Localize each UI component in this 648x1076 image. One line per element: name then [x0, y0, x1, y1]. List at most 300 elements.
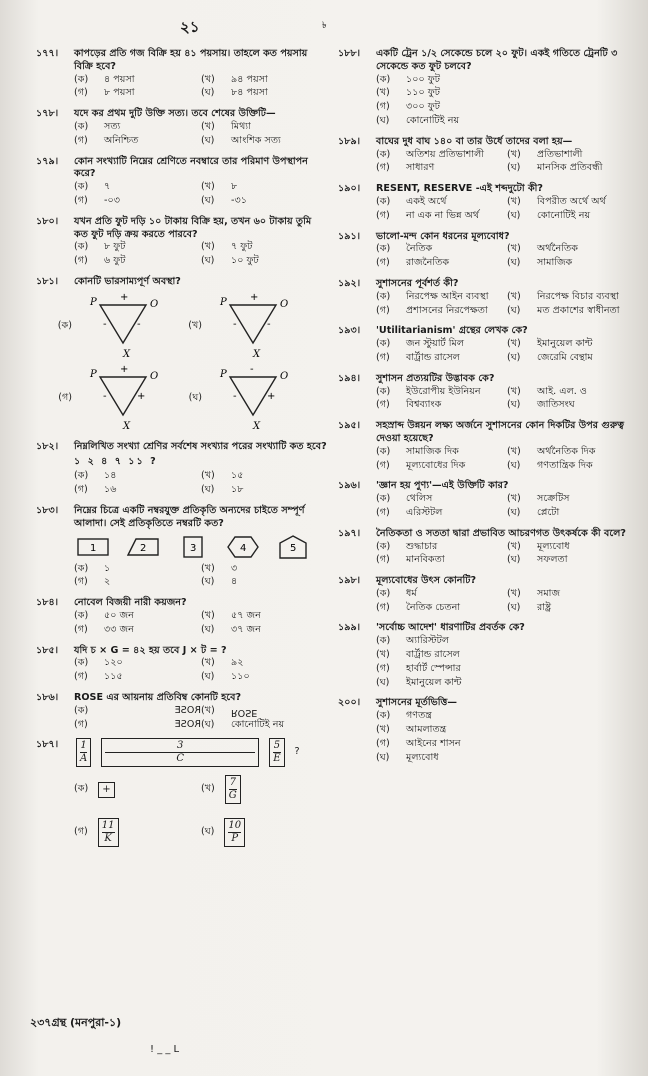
answer-option	[376, 257, 507, 270]
option-label: (ক)	[74, 120, 89, 132]
answer-option	[507, 588, 638, 601]
answer-option	[376, 162, 507, 175]
question-number: ১৭৯।	[36, 155, 59, 167]
triangle-vertex-label: O	[280, 298, 289, 310]
option-label: (খ)	[376, 87, 390, 99]
option-text: ৬ ফুট	[104, 255, 126, 267]
option-text: আংশিক সত্য	[231, 134, 281, 146]
fraction-numerator: 1	[80, 740, 87, 752]
figure-option-label: (গ)	[58, 392, 72, 404]
question-number: ১৭৭।	[36, 48, 59, 59]
option-text: মূল্যবোধ	[406, 751, 439, 763]
left-column	[36, 48, 328, 855]
option-label: (ক)	[376, 243, 391, 255]
option-text: সক্রেটিস	[537, 493, 570, 505]
triangle-sign: +	[120, 292, 129, 303]
answer-option	[507, 352, 638, 365]
answer-option	[507, 507, 638, 520]
option-text: ৮ ফুট	[104, 241, 126, 253]
question-row	[36, 645, 328, 658]
shape-number: 3	[190, 542, 197, 554]
option-text: ROSE	[174, 718, 201, 730]
balance-triangle-figure	[208, 365, 298, 433]
answer-options	[36, 241, 328, 268]
option-text: অ্যারিস্টটল	[406, 635, 449, 647]
answer-options	[338, 588, 638, 615]
shape-number: 1	[90, 542, 97, 554]
answer-option	[507, 196, 638, 209]
question-number: ১৯২।	[338, 277, 361, 289]
option-text: ৮ পয়সা	[104, 87, 135, 99]
question-item	[36, 441, 328, 497]
answer-option	[376, 399, 507, 412]
option-label: (খ)	[507, 195, 521, 207]
answer-option	[376, 210, 507, 223]
option-label: (খ)	[507, 587, 521, 599]
option-label: (গ)	[74, 623, 88, 635]
option-text: ১১০	[231, 671, 250, 683]
answer-option	[507, 338, 638, 351]
option-label: (ঘ)	[507, 601, 521, 613]
option-label: (ক)	[74, 470, 89, 482]
question-item	[36, 645, 328, 684]
answer-option	[201, 470, 328, 483]
triangle-vertex-label: P	[90, 368, 97, 380]
question-row	[36, 505, 328, 531]
question-item	[338, 622, 638, 689]
option-label: (খ)	[201, 657, 215, 669]
answer-option	[376, 115, 638, 128]
option-label: (গ)	[74, 576, 88, 588]
option-text: কোনোটিই নয়	[537, 209, 591, 221]
question-number: ১৯৬।	[338, 480, 361, 492]
question-item	[36, 276, 328, 433]
question-item	[338, 420, 638, 472]
option-label: (ঘ)	[376, 676, 390, 688]
option-text: প্লেটো	[537, 506, 560, 518]
fraction-box	[269, 738, 284, 767]
option-denominator: G	[228, 790, 237, 802]
option-label: (ক)	[74, 73, 89, 85]
answer-option	[376, 738, 638, 751]
question-row	[338, 136, 638, 149]
option-text: প্রশাসনের নিরপেক্ষতা	[406, 304, 488, 316]
triangle-vertex-label: O	[150, 298, 159, 310]
figure-option-label: (ক)	[57, 320, 72, 332]
option-label: (ক)	[376, 385, 391, 397]
option-text: ৮৪ পয়সা	[231, 87, 268, 99]
question-text: যখন প্রতি ফুট দড়ি ১০ টাকায় বিক্রি হয়, তখন ৬০ টাকায় তুমি কত ফুট দড়ি ক্রয় করতে পারবে?	[74, 215, 312, 240]
fraction-denominator: C	[176, 753, 185, 765]
figure-options	[36, 775, 328, 847]
option-text: ১	[104, 562, 111, 574]
answer-option	[376, 649, 638, 662]
option-label: (ঘ)	[201, 194, 215, 206]
fraction-numerator: 5	[273, 740, 281, 752]
question-text: কোন সংখ্যাটি নিম্নের শ্রেণিতে নবম্বারে তার পরিমাণ উপস্থাপন করে?	[74, 155, 308, 180]
balance-triangle-figure	[208, 293, 298, 361]
option-label: (ঘ)	[507, 506, 521, 518]
option-label: (ঘ)	[201, 87, 215, 99]
option-text: সামাজিক দিক	[406, 445, 459, 457]
answer-option	[74, 624, 201, 637]
option-label: (খ)	[201, 562, 215, 574]
option-label: (খ)	[507, 493, 521, 505]
odd-shape-figure	[226, 535, 260, 559]
option-label: (ক)	[376, 587, 391, 599]
option-label: (খ)	[507, 148, 521, 160]
option-label: (গ)	[74, 255, 88, 267]
option-label: (ক)	[74, 657, 89, 669]
question-number: ১৭৮।	[36, 108, 59, 120]
answer-options	[338, 493, 638, 520]
question-text: সহস্রাব্দ উন্নয়ন লক্ষ্য অর্জনে সুশাসনের কোন দিকটির উপর গুরুত্ব দেওয়া হয়েছে?	[376, 420, 625, 444]
balance-triangle-figure	[78, 293, 168, 361]
answer-option	[376, 752, 638, 765]
option-label: (ঘ)	[201, 134, 215, 146]
option-text: ৮	[231, 181, 238, 193]
option-text: অর্থনৈতিক	[537, 243, 578, 255]
option-label: (গ)	[376, 662, 390, 674]
option-text: অনিশ্চিত	[104, 134, 139, 146]
option-text: ৫৭ জন	[231, 609, 261, 621]
option-text: ১৬	[104, 484, 117, 496]
figure-option-label: (খ)	[188, 320, 202, 332]
figure-option	[74, 818, 201, 847]
question-item	[338, 575, 638, 614]
answer-options	[338, 149, 638, 176]
option-denominator: K	[104, 833, 112, 845]
option-label: (খ)	[201, 470, 215, 482]
option-label: (ক)	[74, 783, 89, 795]
answer-option	[376, 338, 507, 351]
option-label: (খ)	[507, 290, 521, 302]
question-row	[338, 231, 638, 244]
answer-options	[338, 196, 638, 223]
option-box	[98, 782, 114, 798]
answer-option	[376, 493, 507, 506]
question-number: ১৮০।	[36, 215, 59, 227]
option-label: (খ)	[201, 181, 215, 193]
answer-option	[376, 196, 507, 209]
option-text: ৯২	[231, 657, 244, 669]
question-text: সুশাসনের পূর্বশর্ত কী?	[376, 277, 459, 289]
answer-option	[74, 484, 201, 497]
answer-option	[201, 671, 328, 684]
fraction-numerator: 3	[105, 740, 255, 753]
question-item	[338, 480, 638, 519]
option-label: (ক)	[376, 73, 391, 85]
question-row	[36, 156, 328, 182]
question-row	[36, 597, 328, 610]
option-denominator: P	[231, 833, 239, 845]
option-text: গণতান্ত্রিক দিক	[537, 459, 593, 471]
answer-options	[338, 635, 638, 689]
answer-option	[201, 121, 328, 134]
option-label: (খ)	[507, 445, 521, 457]
triangle-sign: +	[137, 390, 146, 402]
answer-option	[376, 588, 507, 601]
answer-option	[376, 149, 507, 162]
answer-option	[376, 352, 507, 365]
option-label: (গ)	[376, 554, 390, 566]
question-item	[36, 216, 328, 268]
question-row	[338, 622, 638, 635]
answer-options	[36, 470, 328, 497]
shape-number: 4	[240, 542, 247, 554]
question-row	[36, 276, 328, 289]
option-label: (খ)	[376, 724, 390, 736]
answer-option	[376, 507, 507, 520]
triangle-vertex-label: X	[123, 420, 131, 432]
question-item	[338, 136, 638, 175]
option-text: ৩	[231, 562, 238, 574]
answer-option	[376, 386, 507, 399]
option-label: (খ)	[201, 241, 215, 253]
question-item	[36, 156, 328, 208]
option-text: অতিশয় প্রতিভাশালী	[406, 148, 485, 160]
question-item	[338, 697, 638, 764]
question-text: নৈতিকতা ও সততা দ্বারা প্রভাবিত আচরণগত উৎকর্ষকে কী বলে?	[376, 527, 626, 539]
answer-options	[338, 446, 638, 473]
option-label: (ঘ)	[507, 162, 521, 174]
shape-number: 2	[140, 542, 147, 554]
option-label: (ক)	[376, 540, 391, 552]
answer-option	[376, 677, 638, 690]
fraction-sequence	[36, 738, 328, 767]
option-label: (খ)	[201, 783, 215, 795]
triangle-vertex-label: P	[220, 368, 227, 380]
option-label: (গ)	[74, 484, 88, 496]
option-label: (ক)	[74, 562, 89, 574]
option-label: (ঘ)	[507, 304, 521, 316]
question-row	[338, 183, 638, 196]
question-item	[338, 183, 638, 222]
answer-option	[201, 610, 328, 623]
question-text: নিম্নলিখিত সংখ্যা শ্রেণির সর্বশেষ সংখ্যার পরের সংখ্যাটি কত হবে?	[74, 440, 327, 452]
option-label: (ক)	[74, 609, 89, 621]
question-number: ১৮৯।	[338, 135, 361, 147]
answer-option	[201, 241, 328, 254]
right-column	[338, 48, 638, 772]
option-label: (গ)	[74, 826, 88, 838]
question-text: বাঘের দুধ বাঘ ১৪০ বা তার উর্ধে তাদের বলা হয়—	[376, 135, 573, 147]
question-mark: ?	[294, 746, 300, 758]
answer-option	[74, 87, 201, 100]
option-text: বিশ্বব্যাংক	[406, 399, 442, 411]
question-number: ২০০।	[338, 697, 361, 709]
answer-option	[74, 719, 201, 732]
answer-option	[201, 657, 328, 670]
question-number: ১৯৪।	[338, 372, 361, 384]
question-text: ROSE এর আয়নায় প্রতিবিম্ব কোনটি হবে?	[74, 691, 242, 703]
triangle-sign: -	[103, 318, 107, 330]
answer-option	[507, 162, 638, 175]
answer-options	[338, 710, 638, 764]
answer-option	[507, 460, 638, 473]
option-label: (ঘ)	[376, 114, 390, 126]
option-text: ৩০০ ফুট	[406, 101, 441, 113]
question-number: ১৮৮।	[338, 48, 361, 59]
option-label: (গ)	[376, 304, 390, 316]
question-number: ১৯০।	[338, 183, 361, 195]
answer-option	[507, 602, 638, 615]
answer-option	[376, 541, 507, 554]
option-label: (ক)	[376, 290, 391, 302]
option-text: ৪	[231, 576, 238, 588]
answer-option	[507, 257, 638, 270]
answer-option	[74, 255, 201, 268]
option-text: কোনোটিই নয়	[406, 114, 460, 126]
option-text: হার্বার্ট স্পেন্সার	[406, 662, 461, 674]
option-label: (ঘ)	[507, 257, 521, 269]
question-item	[338, 373, 638, 412]
option-text: ১০ ফুট	[231, 255, 259, 267]
option-label: (ঘ)	[507, 459, 521, 471]
option-label: (গ)	[376, 459, 390, 471]
option-label: (ঘ)	[507, 399, 521, 411]
option-text: মানবিকতা	[406, 554, 445, 566]
option-symbol: +	[102, 783, 111, 795]
odd-shape-figure	[276, 535, 310, 559]
answer-option	[376, 635, 638, 648]
option-label: (গ)	[74, 718, 88, 730]
question-number: ১৯৩।	[338, 325, 361, 337]
answer-options	[36, 121, 328, 148]
option-text: সমাজ	[537, 587, 561, 599]
question-text: 'সর্বোচ্চ আদেশ' ধারণাটির প্রবর্তক কে?	[376, 622, 525, 634]
option-text: ১১৫	[104, 671, 123, 683]
option-text: আই. এল. ও	[537, 385, 587, 397]
option-text: বিপরীত অর্থে অর্থ	[537, 195, 606, 207]
answer-option	[74, 195, 201, 208]
question-number: ১৮৩।	[36, 504, 59, 516]
option-text: নৈতিক	[406, 243, 433, 255]
answer-option	[201, 135, 328, 148]
question-number: ১৯৫।	[338, 420, 361, 432]
answer-option	[201, 87, 328, 100]
triangle-sign: -	[250, 364, 254, 375]
option-label: (ঘ)	[201, 623, 215, 635]
question-text: যদে কর প্রথম দুটি উক্তি সত্য। তবে শেষের উক্তিটি—	[74, 108, 276, 120]
answer-option	[507, 243, 638, 256]
answer-option	[376, 74, 638, 87]
question-text: একটি ট্রেন ১/২ সেকেন্ডে চলে ২০ ফুট। একই গতিতে ট্রেনটি ৩ সেকেন্ডে কত ফুট চলবে?	[376, 48, 618, 72]
option-text: ১৮	[231, 484, 244, 496]
answer-option	[507, 149, 638, 162]
option-text: আইনের শাসন	[406, 737, 461, 749]
question-row	[338, 528, 638, 541]
option-label: (খ)	[201, 704, 215, 716]
figure-option	[201, 775, 328, 804]
answer-option	[507, 554, 638, 567]
option-label: (খ)	[201, 120, 215, 132]
option-text: ROSE	[174, 704, 201, 716]
option-box	[224, 818, 245, 847]
answer-options	[36, 657, 328, 684]
question-row	[36, 48, 328, 74]
answer-option	[376, 663, 638, 676]
option-text: শুদ্ধাচার	[406, 540, 438, 552]
answer-option	[74, 181, 201, 194]
figure-option	[201, 818, 328, 847]
answer-option	[507, 541, 638, 554]
answer-option	[376, 602, 507, 615]
question-text: মূল্যবোধের উৎস কোনটি?	[376, 575, 477, 587]
question-number: ১৯৯।	[338, 622, 361, 634]
option-label: (খ)	[507, 338, 521, 350]
option-label: (গ)	[74, 134, 88, 146]
question-number: ১৮৪।	[36, 597, 59, 609]
question-number: ১৮৭।	[36, 739, 59, 751]
answer-option	[74, 241, 201, 254]
option-text: -৩১	[231, 194, 247, 206]
option-text: বার্ট্রান্ড রাসেল	[406, 351, 460, 363]
option-label: (গ)	[376, 399, 390, 411]
option-text: নৈতিক চেতনা	[406, 601, 461, 613]
triangle-sign: +	[267, 390, 276, 402]
option-text: সামাজিক	[537, 257, 573, 269]
figure-option	[74, 775, 201, 804]
option-label: (ঘ)	[201, 255, 215, 267]
answer-option	[507, 446, 638, 459]
question-text: RESENT, RESERVE -এই শব্দদুটো কী?	[376, 183, 543, 195]
option-box	[98, 818, 119, 847]
answer-options	[338, 541, 638, 568]
option-text: ৩৩ জন	[104, 623, 134, 635]
option-label: (খ)	[376, 649, 390, 661]
tick-mark: ৳	[322, 21, 327, 31]
option-text: প্রতিভাশালী	[537, 148, 583, 160]
question-row	[36, 216, 328, 242]
option-text: ২	[104, 576, 111, 588]
balance-triangle-figure	[78, 365, 168, 433]
figure-option-label: (ঘ)	[188, 392, 202, 404]
option-label: (ঘ)	[507, 554, 521, 566]
option-text: মত প্রকাশের স্বাধীনতা	[537, 304, 620, 316]
option-label: (ঘ)	[201, 718, 215, 730]
triangle-sign: +	[120, 364, 129, 375]
answer-option	[507, 291, 638, 304]
answer-option	[376, 446, 507, 459]
option-box	[225, 775, 241, 804]
answer-options	[36, 181, 328, 208]
answer-option	[507, 210, 638, 223]
option-text: সাধারণ	[406, 162, 435, 174]
option-text: অর্থনৈতিক দিক	[537, 445, 596, 457]
answer-option	[376, 243, 507, 256]
question-item	[36, 692, 328, 731]
question-item	[338, 278, 638, 317]
option-label: (খ)	[507, 243, 521, 255]
option-text: মানসিক প্রতিবন্ধী	[537, 162, 603, 174]
option-text: কোনোটিই নয়	[231, 718, 285, 730]
option-label: (গ)	[376, 162, 390, 174]
question-row	[338, 697, 638, 710]
shape-figure-row	[36, 535, 328, 559]
option-label: (খ)	[201, 73, 215, 85]
option-label: (ঘ)	[376, 751, 390, 763]
page-mark: ২১	[180, 18, 200, 36]
option-text: ৭ ফুট	[231, 241, 253, 253]
triangle-vertex-label: X	[253, 348, 261, 360]
option-text: ৩৭ জন	[231, 623, 261, 635]
option-label: (ক)	[376, 445, 391, 457]
answer-options	[36, 610, 328, 637]
answer-option	[507, 399, 638, 412]
question-number: ১৮৬।	[36, 691, 59, 703]
answer-option	[74, 135, 201, 148]
